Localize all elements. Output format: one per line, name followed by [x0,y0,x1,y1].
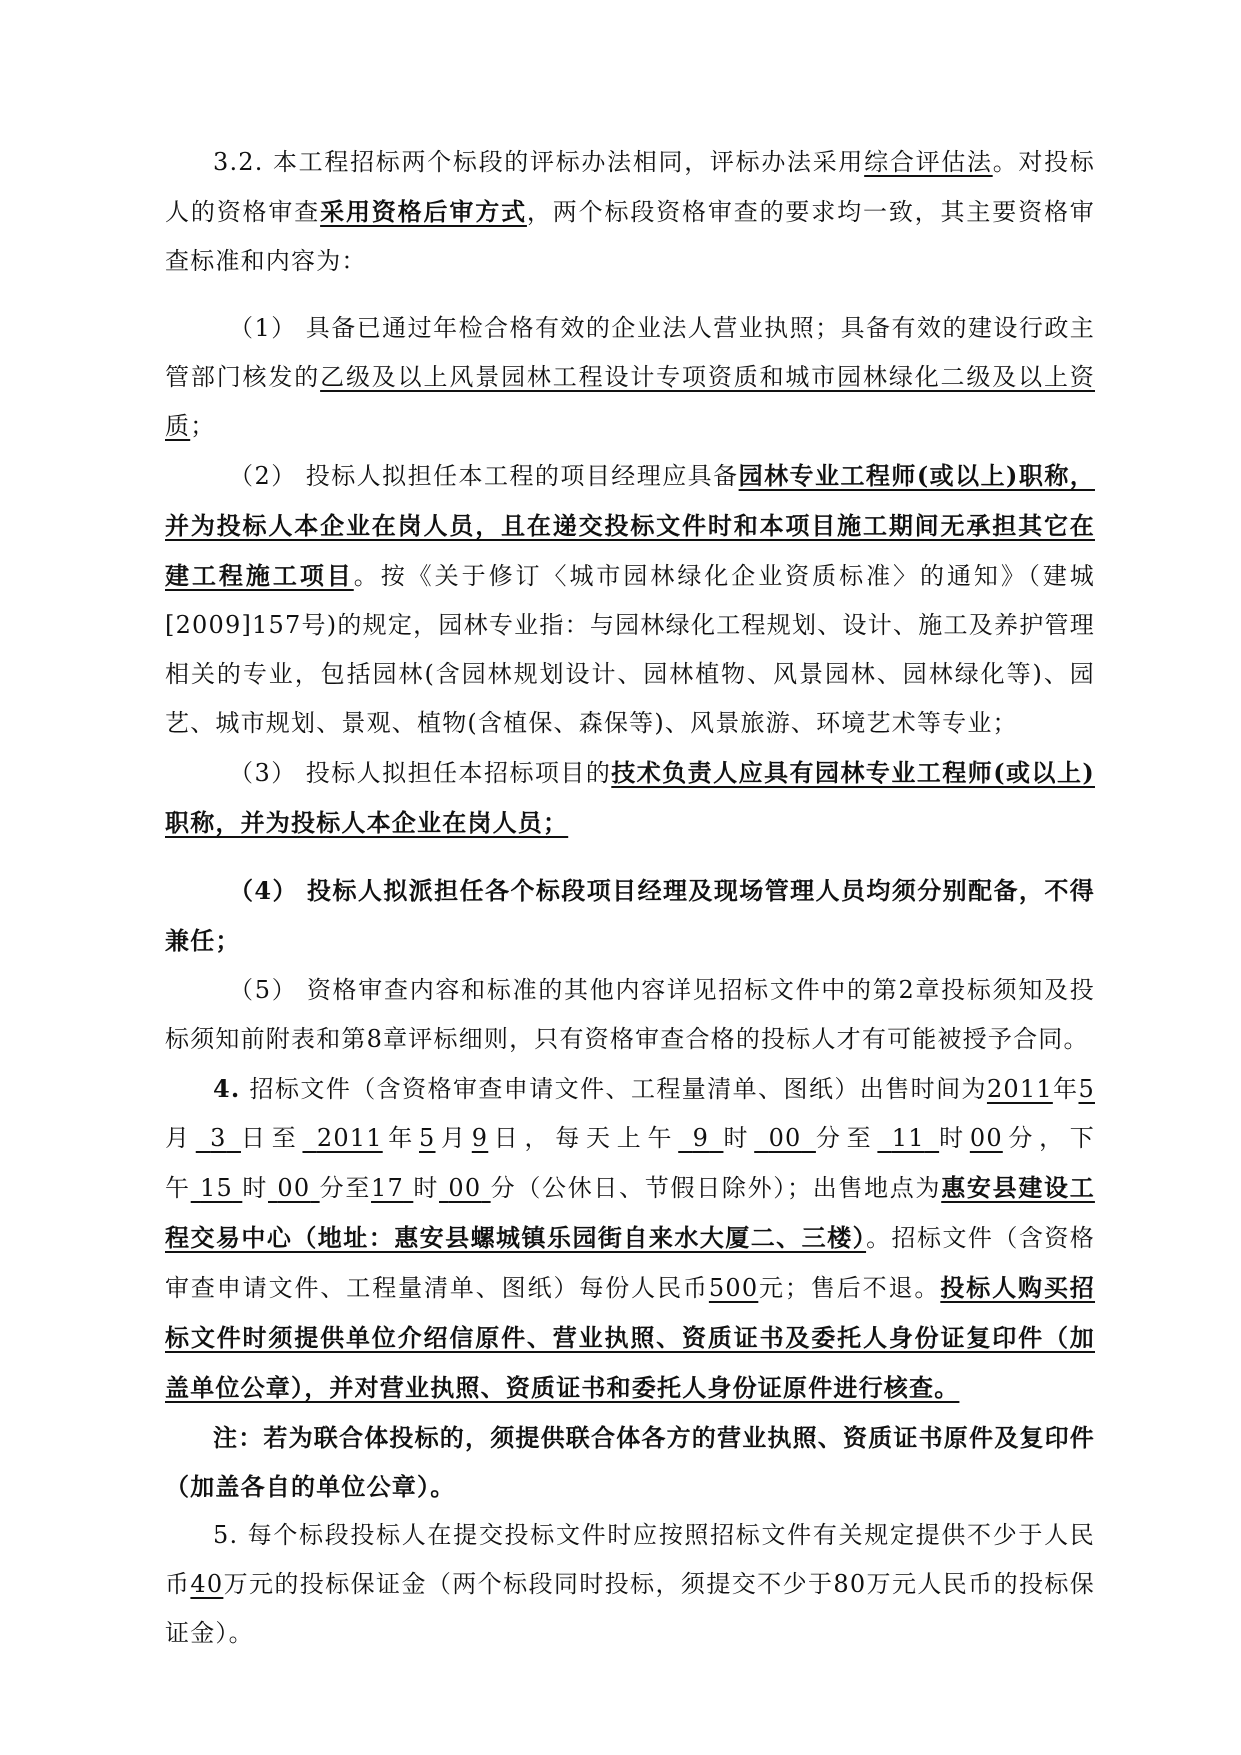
text: 月 [165,1124,196,1152]
consortium-note: 注：若为联合体投标的，须提供联合体各方的营业执照、资质证书原件及复印件（加盖各自的单位公章）。 [165,1423,1095,1501]
item-number: （4） [229,876,298,905]
text: 日至 [240,1124,303,1152]
item-number: （1） [229,314,297,342]
document-price: 500 [708,1274,759,1302]
sale-location: 惠安县建设工程交易中心（地址：惠安县螺城镇乐园街自来水大厦二、三楼） [165,1173,1095,1252]
text: 分至 [319,1174,372,1202]
section-number: 5. [213,1521,239,1549]
text: 。按《关于修订〈城市园林绿化企业资质标准〉的通知》（建城[2009]157号)的规定，园林专业指：与园林绿化工程规划、设计、施工及养护管理相关的专业，包括园林(含园林规划设计、园林植物、风景园林、园林绿化等)、园艺、城市规划、景观、植物(含植保、森保等)、风景旅游、环境艺术等专业； [165,562,1095,737]
text: 每个标段投标人在提交投标文件时应按照招标文件有关规定提供不少于人民币 [165,1521,1095,1598]
text: 分，下午 [165,1124,1096,1202]
section-number: 4. [213,1074,241,1103]
text: 投标人拟担任本工程的项目经理应具备 [305,462,739,490]
text: 分至 [815,1124,878,1152]
section-number: 3.2. [213,148,264,176]
sale-start-year: 2011 [986,1075,1053,1103]
sale-start-month: 5 [1078,1075,1095,1103]
section-4 [165,1064,1095,1413]
am-start-hour: 9 [692,1124,710,1152]
required-qualification: 乙级及以上风景园林工程设计专项资质和城市园林绿化二级及以上资质 [165,363,1095,440]
sale-start-day: 3 [210,1124,227,1152]
sale-end-day: 9 [471,1124,489,1152]
text: 具备已通过年检合格有效的企业法人营业执照；具备有效的建设行政主管部门核发的 [165,314,1095,391]
pm-end-minute: 00 [448,1174,482,1202]
project-manager-requirement: 园林专业工程师(或以上)职称，并为投标人本企业在岗人员，且在递交投标文件时和本项目施工期间无承担其它在建工程施工项目 [165,461,1095,590]
text: 年 [1052,1075,1079,1103]
text: 。招标文件（含资格审查申请文件、工程量清单、图纸）每份人民币 [165,1224,1095,1302]
text: 时 [242,1174,269,1202]
text: ； [190,412,216,440]
item-2 [165,451,1095,748]
text: 资格审查内容和标准的其他内容详见招标文件中的第2章投标须知及投标须知前附表和第8章评标细则，只有资格审查合格的投标人才有可能被授予合同。 [165,976,1095,1053]
am-end-minute: 00 [969,1124,1003,1152]
sale-end-year: 2011 [316,1124,383,1152]
item-5 [165,966,1095,1064]
purchase-requirements: 投标人购买招标文件时须提供单位介绍信原件、营业执照、资质证书及委托人身份证复印件（加盖单位公章），并对营业执照、资质证书和委托人身份证原件进行核查。 [165,1273,1096,1402]
text: ，两个标段资格审查的要求均一致，其主要资格审查标准和内容为： [165,198,1095,275]
section-5 [165,1511,1095,1658]
pm-start-minute: 00 [277,1174,311,1202]
text: 投标人拟派担任各个标段项目经理及现场管理人员均须分别配备，不得兼任； [165,876,1095,955]
evaluation-method: 综合评估法 [864,148,993,176]
item-number: （5） [229,976,298,1004]
bid-bond-amount: 40 [190,1570,224,1598]
pm-start-hour: 15 [200,1174,233,1202]
text: 月 [435,1124,472,1152]
document-page [165,138,1095,1658]
text: 时 [723,1124,755,1152]
text: 时 [413,1174,440,1202]
text: 分（公休日、节假日除外）；出售地点为 [490,1174,942,1202]
text: 时 [939,1124,970,1152]
text: 万元的投标保证金（两个标段同时投标，须提交不少于80万元人民币的投标保证金）。 [165,1570,1095,1647]
pm-end-hour: 17 [371,1174,404,1202]
text: 年 [382,1124,420,1152]
text: 投标人拟担任本招标项目的 [305,759,612,787]
qualification-review-method: 采用资格后审方式 [320,197,527,226]
sale-end-month: 5 [419,1124,436,1152]
am-start-minute: 00 [768,1124,802,1152]
text: 日，每天上午 [488,1124,679,1152]
text: 本工程招标两个标段的评标办法相同，评标办法采用 [272,148,865,176]
text: 元；售后不退。 [758,1274,941,1302]
text: 。对投标人的资格审查 [165,148,1095,226]
am-end-hour: 11 [891,1124,925,1152]
item-number: （2） [229,462,297,490]
item-4 [165,866,1095,966]
item-1 [165,304,1095,451]
item-number: （3） [229,759,297,787]
text: 招标文件（含资格审查申请文件、工程量清单、图纸）出售时间为 [249,1075,987,1103]
section-3-2 [165,138,1095,286]
item-3 [165,748,1095,848]
technical-lead-requirement: 技术负责人应具有园林专业工程师(或以上)职称，并为投标人本企业在岗人员； [165,758,1095,837]
